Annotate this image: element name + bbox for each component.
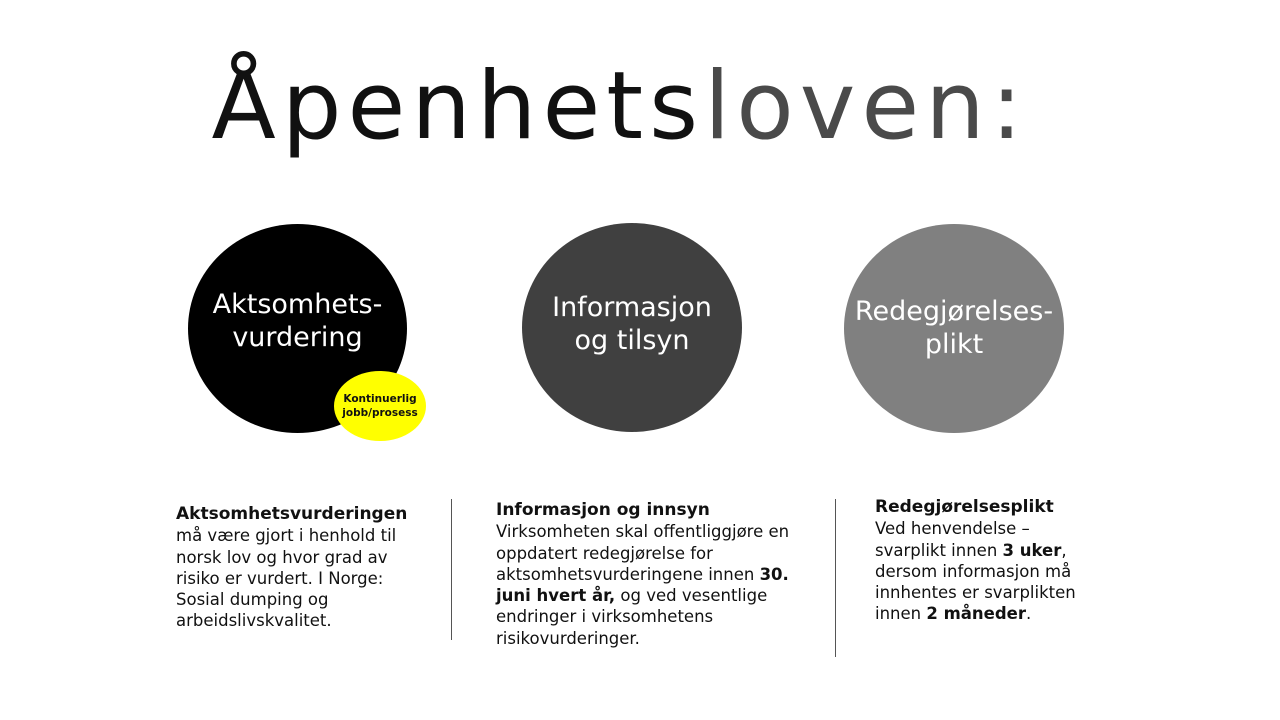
body-text: dersom informasjon må	[875, 561, 1072, 581]
column-text-line	[496, 521, 816, 542]
body-text: .	[1026, 604, 1032, 624]
column-text-line	[496, 628, 816, 649]
column-text-line	[176, 568, 436, 589]
column-body	[875, 518, 1095, 624]
circle-label-line-1: Informasjon	[552, 291, 712, 323]
body-text: svarplikt innen	[875, 540, 1003, 560]
column-text-line	[176, 525, 436, 546]
circle-label-line-2: plikt	[924, 328, 984, 360]
column-redegjorelsesplikt	[875, 497, 1095, 625]
body-text: aktsomhetsvurderingene innen	[496, 564, 760, 584]
body-text: Virksomheten skal offentliggjøre en	[496, 522, 790, 542]
column-body	[496, 521, 816, 649]
circle-label-line-1: Redegjørelses-	[854, 295, 1054, 327]
body-text: arbeidslivskvalitet.	[176, 611, 332, 631]
column-heading: Redegjørelsesplikt	[875, 497, 1054, 517]
emphasis-text: 30.	[759, 564, 789, 584]
body-text: endringer i virksomhetens	[496, 607, 714, 627]
body-text: må være gjort i henhold til	[176, 526, 397, 546]
column-text-line	[875, 518, 1095, 539]
circle-label-line-2: vurdering	[232, 321, 363, 353]
column-text-line	[176, 589, 436, 610]
column-text-line	[496, 585, 816, 606]
continuous-process-badge	[334, 371, 426, 441]
body-text: norsk lov og hvor grad av	[176, 547, 388, 567]
column-heading: Informasjon og innsyn	[496, 500, 710, 520]
column-informasjon-og-innsyn	[496, 500, 816, 649]
column-divider-2	[835, 499, 836, 657]
page-title	[0, 52, 1240, 161]
emphasis-text: juni hvert år,	[496, 586, 616, 606]
column-text-line	[496, 543, 816, 564]
column-text-line	[176, 610, 436, 631]
circle-redegjorelsesplikt	[844, 224, 1064, 433]
emphasis-text: 3 uker	[1002, 540, 1062, 560]
column-text-line	[496, 606, 816, 627]
column-body	[176, 525, 436, 631]
column-text-line	[875, 603, 1095, 624]
body-text: risikovurderinger.	[496, 628, 640, 648]
column-text-line	[496, 564, 816, 585]
badge-line-2: jobb/prosess	[342, 407, 418, 419]
column-text-line	[875, 561, 1095, 582]
body-text: og ved vesentlige	[615, 586, 768, 606]
body-text: innen	[875, 604, 927, 624]
column-heading: Aktsomhetsvurderingen	[176, 504, 408, 524]
column-text-line	[176, 547, 436, 568]
column-aktsomhetsvurderingen	[176, 504, 436, 632]
circle-informasjon-og-tilsyn	[522, 223, 742, 432]
body-text: ,	[1061, 540, 1067, 560]
column-text-line	[875, 582, 1095, 603]
circle-label-line-1: Aktsomhets-	[212, 288, 383, 320]
title-part-2: loven:	[704, 52, 1029, 161]
circle-label-line-2: og tilsyn	[574, 324, 690, 356]
column-text-line	[875, 540, 1095, 561]
body-text: Ved henvendelse –	[875, 519, 1030, 539]
body-text: risiko er vurdert. I Norge:	[176, 568, 384, 588]
emphasis-text: 2 måneder	[926, 604, 1026, 624]
body-text: oppdatert redegjørelse for	[496, 543, 713, 563]
body-text: innhentes er svarplikten	[875, 583, 1076, 603]
body-text: Sosial dumping og	[176, 590, 329, 610]
column-divider-1	[451, 499, 452, 640]
title-part-1: Åpenhets	[211, 52, 705, 161]
badge-line-1: Kontinuerlig	[343, 392, 417, 405]
